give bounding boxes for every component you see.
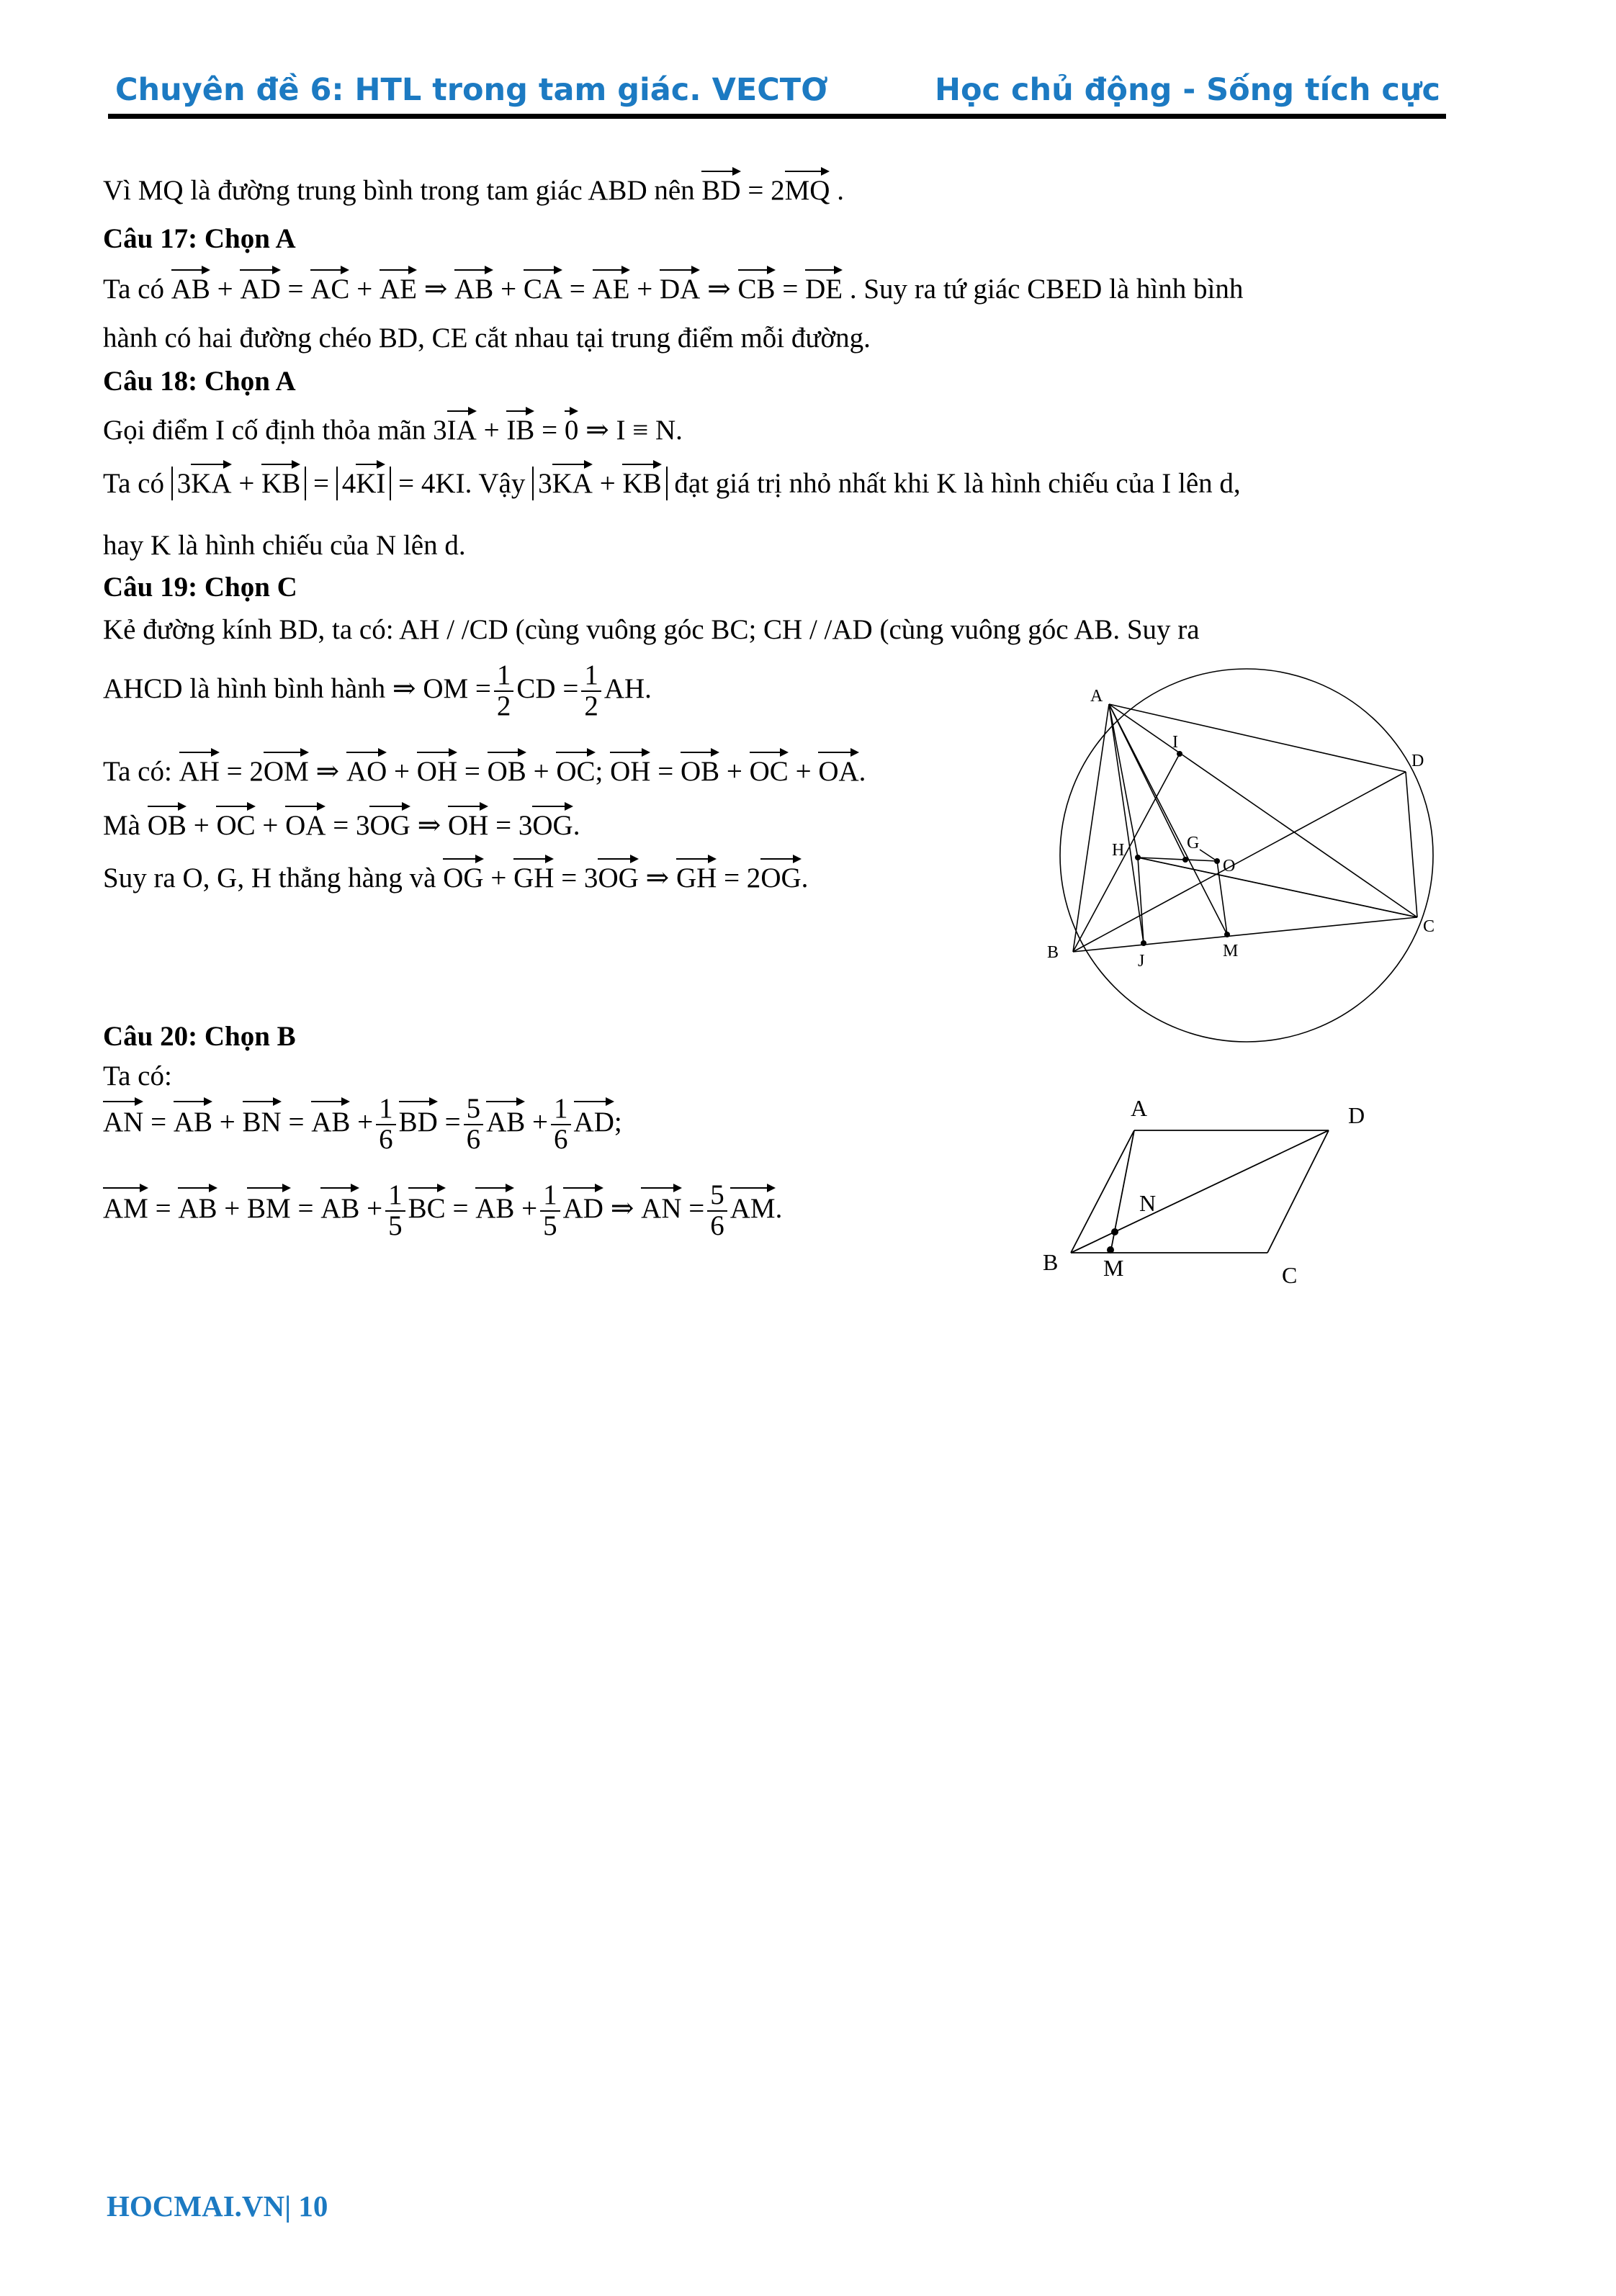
- label-I: I: [1172, 733, 1178, 752]
- q19-title: Câu 19: Chọn C: [103, 572, 297, 603]
- q19-line5: Suy ra O, G, H thẳng hàng và OG + GH = 3OG ⇒ GH = 2OG.: [103, 863, 809, 893]
- label-D: D: [1411, 752, 1424, 770]
- label-M: M: [1103, 1255, 1124, 1281]
- footer: [107, 2189, 328, 2223]
- q19-line3: Ta có: AH = 2OM ⇒ AO + OH = OB + OC; OH = OB + OC + OA.: [103, 756, 866, 787]
- label-J: J: [1138, 952, 1145, 971]
- q19-l1-mid: (cùng vuông góc BC;: [508, 614, 764, 645]
- q19-line4: Mà OB + OC + OA = 3OG ⇒ OH = 3OG.: [103, 810, 580, 841]
- q18-l2-post: đạt giá trị nhỏ nhất khi K là hình chiếu của I lên d,: [667, 468, 1241, 499]
- q20-eq1: AN = AB + BN = AB + $\frac{1}{6}$ BD = $\frac{5}{6}$ AB + $\frac{1}{6}$ AD;: [103, 1093, 622, 1155]
- label-A: A: [1131, 1095, 1148, 1121]
- header-topic: Chuyên đề 6: HTL trong tam giác. VECTƠ: [115, 72, 828, 108]
- q18-line2: Ta có 3KA + KB = 4KI = 4KI. Vậy 3KA + KB đạt giá trị nhỏ nhất khi K là hình chiếu của I lên d,: [103, 468, 1241, 499]
- footer-site[interactable]: HOCMAI.VN: [107, 2189, 285, 2223]
- q17-post: . Suy ra tứ giác CBED là hình bình: [849, 274, 1244, 305]
- label-H: H: [1112, 841, 1125, 860]
- q17-title: Câu 17: Chọn A: [103, 223, 296, 254]
- q18-l1-pre: Gọi điểm I cố định thỏa mãn: [103, 415, 434, 446]
- q19-line2: AHCD là hình bình hành ⇒ OM = $\frac{1}{2}$ CD = $\frac{1}{2}$ AH.: [103, 659, 652, 721]
- q18-title: Câu 18: Chọn A: [103, 366, 296, 397]
- label-N: N: [1139, 1190, 1157, 1216]
- q19-l2-pre: AHCD là hình bình hành: [103, 672, 392, 704]
- header-slogan: Học chủ động - Sống tích cực: [934, 72, 1440, 108]
- label-C: C: [1282, 1262, 1298, 1288]
- q18-line1: Gọi điểm I cố định thỏa mãn 3IA + IB = 0 ⇒ I ≡ N.: [103, 415, 683, 446]
- q17-line1: Ta có AB + AD = AC + AE ⇒ AB + CA = AE + DA ⇒ CB = DE . Suy ra tứ giác CBED là hình bình: [103, 274, 1244, 305]
- q20-line1: Ta có:: [103, 1061, 172, 1091]
- q17-pre: Ta có: [103, 274, 171, 305]
- label-B: B: [1043, 1249, 1059, 1275]
- q18-l2-mid: . Vậy: [464, 468, 533, 499]
- text-mq-intro: Vì MQ là đường trung bình trong tam giác ABD nên: [103, 175, 702, 206]
- q19-l3-pre: Ta có:: [103, 756, 179, 787]
- header-rule: [108, 114, 1446, 119]
- label-B: B: [1047, 943, 1059, 962]
- q20-title: Câu 20: Chọn B: [103, 1021, 296, 1052]
- footer-page: | 10: [284, 2189, 328, 2223]
- label-O: O: [1223, 857, 1236, 875]
- label-C: C: [1423, 917, 1435, 936]
- q19-l4-pre: Mà: [103, 810, 148, 841]
- q19-line1: Kẻ đường kính BD, ta có: AH / /CD (cùng vuông góc BC; CH / /AD (cùng vuông góc AB. Suy ra: [103, 614, 1200, 645]
- label-G: G: [1187, 834, 1200, 852]
- label-M: M: [1223, 942, 1239, 960]
- circle-diagram: [1030, 662, 1462, 1051]
- q19-l1-pre: Kẻ đường kính BD, ta có:: [103, 614, 400, 645]
- q20-eq2: AM = AB + BM = AB + $\frac{1}{5}$ BC = AB + $\frac{1}{5}$ AD ⇒ AN = $\frac{5}{6}$ AM.: [103, 1179, 783, 1241]
- q19-l1-post: (cùng vuông góc AB. Suy ra: [872, 614, 1200, 645]
- parallelogram-diagram: [1037, 1080, 1383, 1296]
- label-A: A: [1090, 687, 1103, 706]
- q17-line2: hành có hai đường chéo BD, CE cắt nhau tại trung điểm mỗi đường.: [103, 323, 871, 354]
- q18-l2-pre: Ta có: [103, 468, 171, 499]
- label-D: D: [1348, 1102, 1365, 1128]
- q19-l5-pre: Suy ra O, G, H thẳng hàng và: [103, 863, 444, 893]
- line-mq: Vì MQ là đường trung bình trong tam giác ABD nên BD = 2MQ .: [103, 175, 844, 206]
- q18-line3: hay K là hình chiếu của N lên d.: [103, 530, 466, 561]
